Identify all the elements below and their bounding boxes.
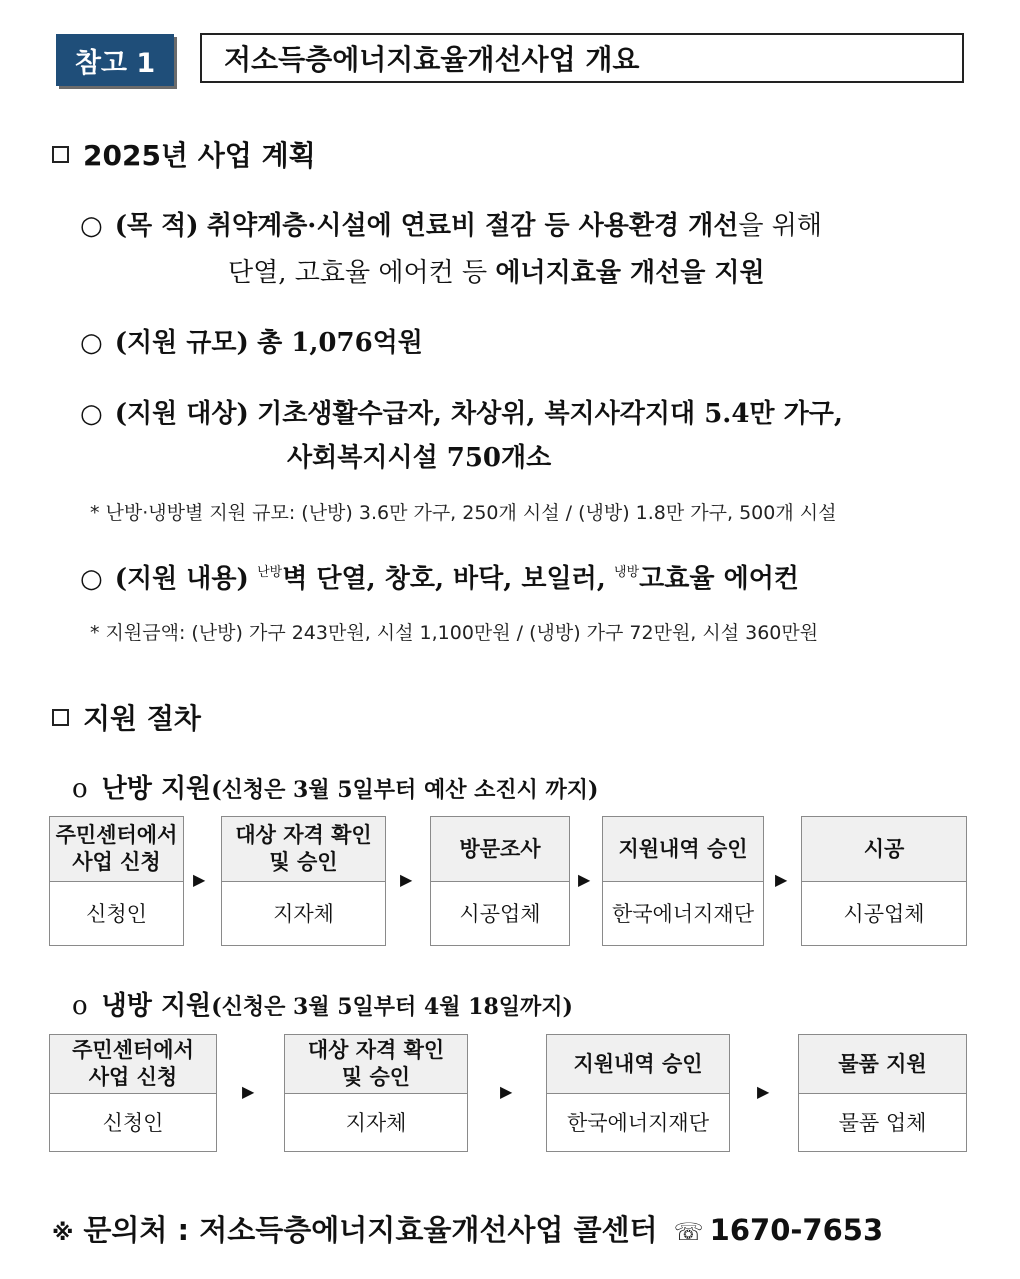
section-heading-procedure-text: 지원 절차	[83, 702, 201, 735]
process-step-actor: 지자체	[273, 901, 334, 926]
content-sup-heating: 난방	[257, 565, 283, 580]
content-part-1: 벽 단열, 창호, 바닥, 보일러,	[282, 564, 606, 594]
process-step-title: 물품 지원	[799, 1035, 966, 1094]
target-label: (지원 대상)	[114, 399, 249, 429]
bullet-icon: ○	[80, 211, 103, 241]
process-step-box	[546, 1034, 730, 1152]
purpose-line2-bold: 에너지효율 개선을 지원	[495, 258, 765, 288]
flow-arrow-icon: ▶	[578, 870, 591, 889]
section-heading-procedure	[52, 697, 201, 737]
cooling-title: 냉방 지원	[101, 991, 212, 1021]
content-line	[80, 558, 799, 595]
process-step-box	[49, 816, 184, 946]
content-label: (지원 내용)	[114, 564, 249, 594]
process-step-title: 대상 자격 확인 및 승인	[222, 817, 385, 882]
flow-arrow-icon: ▶	[775, 870, 788, 889]
process-step-box	[801, 816, 967, 946]
flow-arrow-icon: ▶	[400, 870, 413, 889]
process-step-title: 지원내역 승인	[603, 817, 763, 882]
checkbox-square-icon	[52, 709, 69, 726]
purpose-line-2	[228, 252, 765, 289]
process-step-title: 지원내역 승인	[547, 1035, 729, 1094]
scale-label: (지원 규모)	[114, 328, 249, 358]
reference-badge: 참고 1	[56, 34, 174, 86]
process-step-title: 방문조사	[431, 817, 569, 882]
process-step-actor: 지자체	[345, 1110, 407, 1135]
process-step-title: 주민센터에서 사업 신청	[50, 817, 183, 882]
process-step-box	[221, 816, 386, 946]
bullet-icon: ○	[80, 399, 103, 429]
scale-line	[80, 322, 423, 359]
flow-arrow-icon: ▶	[757, 1082, 770, 1101]
contact-line	[52, 1208, 883, 1249]
process-step-box	[798, 1034, 967, 1152]
checkbox-square-icon	[52, 146, 69, 163]
heating-heading	[72, 768, 598, 805]
page-title: 저소득층에너지효율개선사업 개요	[200, 33, 964, 83]
content-note: * 지원금액: (난방) 가구 243만원, 시설 1,100만원 / (냉방) 가구 72만원, 시설 360만원	[90, 622, 819, 644]
process-step-actor: 신청인	[102, 1110, 164, 1135]
flow-arrow-icon: ▶	[193, 870, 206, 889]
bullet-icon: ○	[80, 328, 103, 358]
purpose-bold-text: 취약계층·시설에 연료비 절감 등 사용환경 개선	[206, 211, 739, 241]
process-step-box	[602, 816, 764, 946]
purpose-rest-text: 을 위해	[738, 211, 822, 241]
contact-label: 문의처 : 저소득층에너지효율개선사업 콜센터	[83, 1213, 658, 1247]
process-step-title: 주민센터에서 사업 신청	[50, 1035, 216, 1094]
process-step-box	[49, 1034, 217, 1152]
bullet-icon: o	[72, 774, 88, 804]
content-sup-cooling: 냉방	[614, 565, 640, 580]
cooling-subtitle: (신청은 3월 5일부터 4월 18일까지)	[211, 994, 573, 1020]
contact-phone: 1670-7653	[709, 1213, 884, 1247]
heating-subtitle: (신청은 3월 5일부터 예산 소진시 까지)	[211, 777, 599, 803]
process-step-actor: 신청인	[86, 901, 147, 926]
bullet-icon: o	[72, 991, 88, 1021]
bullet-icon: ○	[80, 564, 103, 594]
purpose-line-1	[80, 205, 822, 242]
cooling-heading	[72, 985, 573, 1022]
target-line-1	[80, 393, 843, 430]
process-step-box	[284, 1034, 468, 1152]
purpose-label: (목 적)	[114, 211, 199, 241]
purpose-line2-normal: 단열, 고효율 에어컨 등	[228, 258, 488, 288]
process-step-title: 시공	[802, 817, 966, 882]
process-step-title: 대상 자격 확인 및 승인	[285, 1035, 467, 1094]
section-heading-plan-text: 2025년 사업 계획	[83, 139, 316, 172]
target-line-2: 사회복지시설 750개소	[287, 443, 552, 473]
reference-mark: ※	[52, 1221, 74, 1246]
process-step-actor: 한국에너지재단	[566, 1110, 709, 1135]
flow-arrow-icon: ▶	[500, 1082, 513, 1101]
process-step-actor: 한국에너지재단	[611, 901, 754, 926]
process-step-actor: 시공업체	[459, 901, 541, 926]
heating-title: 난방 지원	[101, 774, 212, 804]
scale-value: 총 1,076억원	[257, 328, 423, 358]
target-text-1: 기초생활수급자, 차상위, 복지사각지대 5.4만 가구,	[257, 399, 843, 429]
process-step-actor: 물품 업체	[838, 1110, 927, 1135]
section-heading-plan	[52, 134, 316, 174]
flow-arrow-icon: ▶	[242, 1082, 255, 1101]
process-step-actor: 시공업체	[843, 901, 925, 926]
process-step-box	[430, 816, 570, 946]
phone-icon: ☏	[673, 1218, 704, 1246]
content-part-2: 고효율 에어컨	[639, 564, 799, 594]
target-note: * 난방·냉방별 지원 규모: (난방) 3.6만 가구, 250개 시설 / (냉방) 1.8만 가구, 500개 시설	[90, 502, 837, 524]
